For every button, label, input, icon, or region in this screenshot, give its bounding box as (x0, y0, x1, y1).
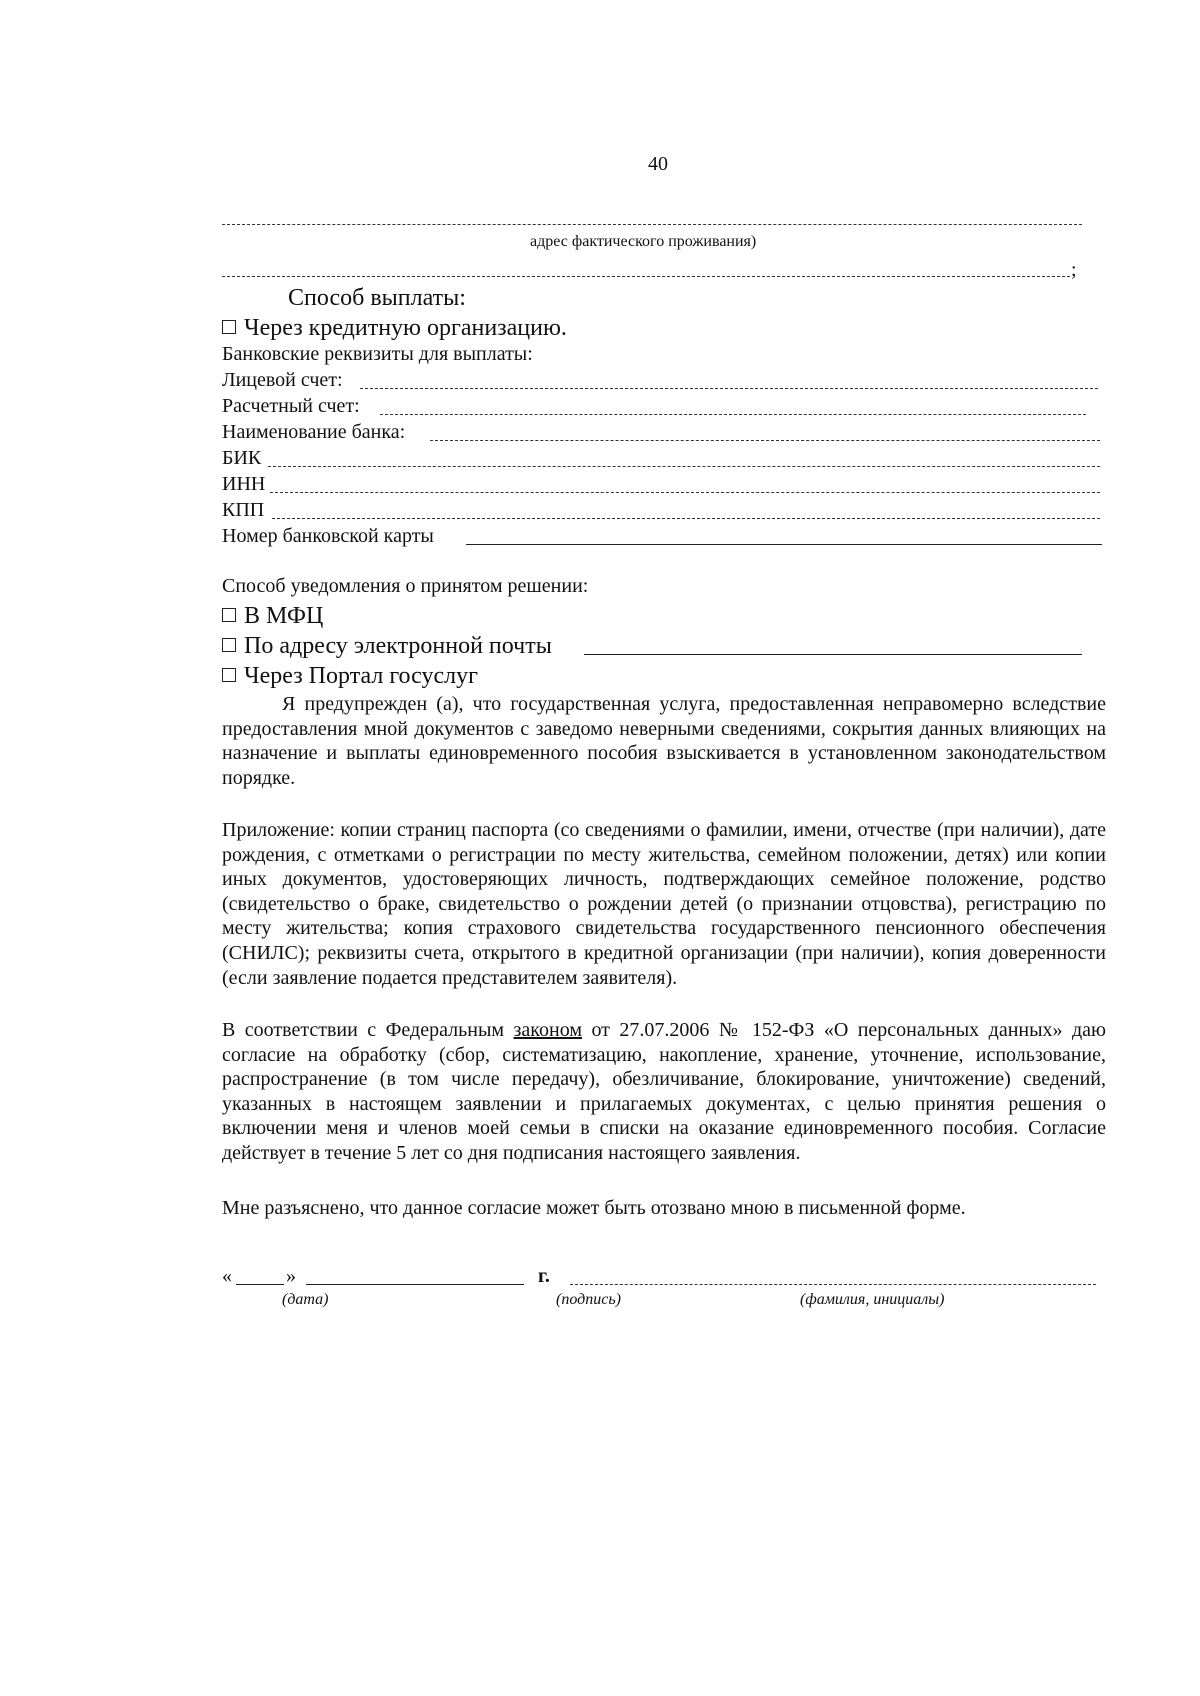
year-mark: г. (538, 1265, 550, 1287)
signature-line[interactable] (570, 1284, 1096, 1285)
field-line-kpp[interactable] (272, 518, 1100, 519)
sign-caption: (подпись) (556, 1291, 621, 1308)
date-caption: (дата) (282, 1291, 329, 1308)
open-quote: « (222, 1265, 232, 1287)
warning-paragraph: Я предупрежден (а), что государственная услуга, предоставленная неправомерно вследствие предоставления мной документов с заведомо неверными сведениями, сокрытия данных влияющих на назначение и выплаты единовременного пособия взыскивается в установленном законодательством порядке. (222, 693, 1106, 789)
day-line[interactable] (236, 1284, 284, 1285)
field-label-bank-name: Наименование банка: (222, 421, 406, 443)
notification-option-portal[interactable]: Через Портал госуслуг (222, 662, 478, 690)
payment-heading: Способ выплаты: (288, 285, 466, 311)
field-line-bank-name[interactable] (430, 440, 1100, 441)
law-link[interactable]: законом (513, 1019, 582, 1041)
field-label-settlement-account: Расчетный счет: (222, 395, 360, 417)
field-line-card-number[interactable] (466, 544, 1102, 545)
notification-option-email[interactable]: По адресу электронной почты (222, 632, 552, 660)
notification-heading: Способ уведомления о принятом решении: (222, 575, 589, 597)
revocation-text: Мне разъяснено, что данное согласие может быть отозвано мною в письменной форме. (222, 1197, 966, 1219)
page-number: 40 (648, 153, 668, 175)
bank-details-title: Банковские реквизиты для выплаты: (222, 343, 533, 365)
checkbox-icon[interactable] (222, 638, 236, 652)
checkbox-icon[interactable] (222, 608, 236, 622)
field-line-bik[interactable] (268, 466, 1100, 467)
attachment-paragraph: Приложение: копии страниц паспорта (со сведениями о фамилии, имени, отчестве (при наличии), дате рождения, с отметками о регистрации по месту жительства, семейном положении, детях) или копии иных документов, удостоверяющих личность, подтверждающих семейное положение, родство (свидетельство о браке, свидетельство о рождении детей (о признании отцовства), регистрацию по месту жительства; копия страхового свидетельства государственного пенсионного обеспечения (СНИЛС); реквизиты счета, открытого в кредитной организации (при наличии), копия доверенности (если заявление подается представителем заявителя). (222, 819, 1106, 989)
name-caption: (фамилия, инициалы) (800, 1291, 945, 1308)
field-label-card-number: Номер банковской карты (222, 525, 434, 547)
field-line-inn[interactable] (270, 492, 1100, 493)
notification-option-mfc[interactable]: В МФЦ (222, 602, 323, 630)
address-end-mark: ; (1071, 259, 1077, 281)
consent-paragraph: В соответствии с Федеральным законом от 27.07.2006 № 152-ФЗ «О персональных данных» даю согласие на обработку (сбор, систематизацию, накопление, хранение, уточнение, использование, распространение (в том числе передачу), обезличивание, блокирование, уничтожение) сведений, указанных в настоящем заявлении и прилагаемых документах, с целью принятия решения о включении меня и членов моей семьи в списки на оказание единовременного пособия. Согласие действует в течение 5 лет со дня подписания настоящего заявления. (222, 1019, 1106, 1164)
address-line-1[interactable] (222, 224, 1082, 225)
field-line-personal-account[interactable] (360, 388, 1098, 389)
email-line[interactable] (584, 654, 1082, 655)
address-line-2[interactable] (222, 276, 1070, 277)
field-label-inn: ИНН (222, 473, 266, 495)
address-caption: адрес фактического проживания) (530, 233, 757, 250)
close-quote: » (286, 1265, 296, 1287)
checkbox-icon[interactable] (222, 320, 236, 334)
field-label-personal-account: Лицевой счет: (222, 369, 343, 391)
payment-option-credit-org[interactable]: Через кредитную организацию. (222, 314, 567, 342)
checkbox-icon[interactable] (222, 668, 236, 682)
field-line-settlement-account[interactable] (380, 414, 1086, 415)
month-line[interactable] (306, 1284, 524, 1285)
field-label-kpp: КПП (222, 499, 265, 521)
field-label-bik: БИК (222, 447, 262, 469)
